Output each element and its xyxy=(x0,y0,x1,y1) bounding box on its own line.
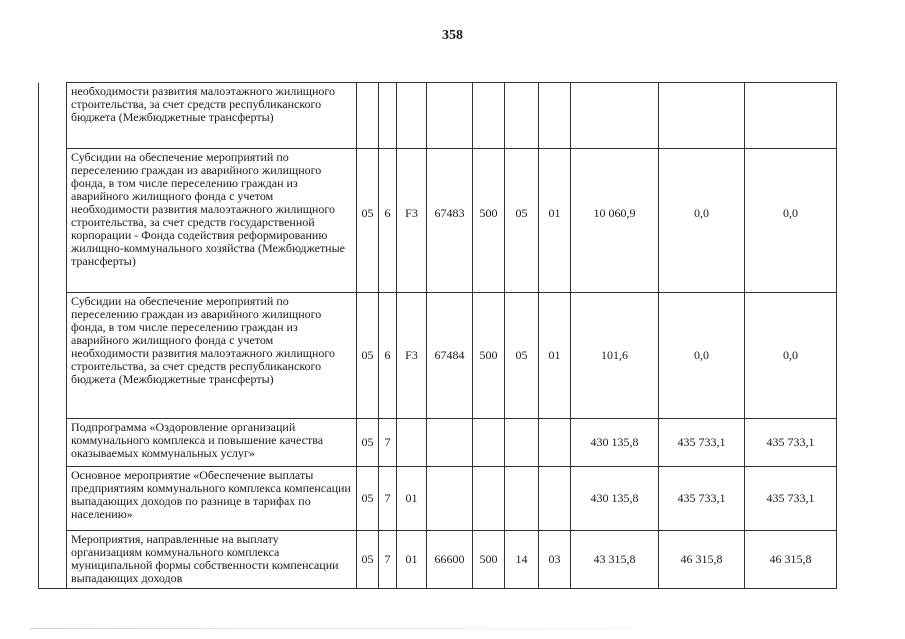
code-chapter: 05 xyxy=(505,149,539,293)
code-program: 7 xyxy=(379,467,397,531)
blank-cell xyxy=(39,149,67,293)
code-section xyxy=(357,83,379,149)
amount-year-3 xyxy=(745,83,837,149)
code-direction xyxy=(427,419,473,467)
page-number: 358 xyxy=(442,28,463,43)
code-direction: 67484 xyxy=(427,293,473,419)
code-direction xyxy=(427,83,473,149)
code-subsection: 03 xyxy=(539,531,571,589)
blank-cell xyxy=(39,83,67,149)
amount-year-1: 10 060,9 xyxy=(571,149,659,293)
amount-year-1 xyxy=(571,83,659,149)
amount-year-3: 0,0 xyxy=(745,149,837,293)
code-chapter xyxy=(505,419,539,467)
row-description: Основное мероприятие «Обеспечение выплаты предприятиям коммунального комплекса компенсации выпадающих доходов по разнице в тарифах по населению» xyxy=(67,467,357,531)
code-expense-type xyxy=(473,467,505,531)
code-subsection: 01 xyxy=(539,149,571,293)
row-description: Субсидии на обеспечение мероприятий по переселению граждан из аварийного жилищного фонда, в том числе переселению граждан из аварийного жилищного фонда с учетом необходимости развития малоэтажного жилищного строительства, за счет средств государственной корпорации - Фонда содействия реформированию жилищно-коммунального хозяйства (Межбюджетные трансферты) xyxy=(67,149,357,293)
code-section: 05 xyxy=(357,467,379,531)
code-subprogram: 01 xyxy=(397,531,427,589)
row-description: Мероприятия, направленные на выплату организациям коммунального комплекса муниципальной формы собственности компенсации выпадающих доходов xyxy=(67,531,357,589)
amount-year-1: 430 135,8 xyxy=(571,467,659,531)
amount-year-2: 435 733,1 xyxy=(659,467,745,531)
code-subprogram: F3 xyxy=(397,293,427,419)
blank-cell xyxy=(39,531,67,589)
amount-year-3: 435 733,1 xyxy=(745,467,837,531)
blank-cell xyxy=(39,467,67,531)
code-section: 05 xyxy=(357,293,379,419)
budget-table xyxy=(38,82,837,589)
code-expense-type xyxy=(473,419,505,467)
code-chapter: 14 xyxy=(505,531,539,589)
code-expense-type: 500 xyxy=(473,149,505,293)
amount-year-1: 101,6 xyxy=(571,293,659,419)
code-section: 05 xyxy=(357,419,379,467)
amount-year-2: 46 315,8 xyxy=(659,531,745,589)
code-direction xyxy=(427,467,473,531)
scan-artifact-line xyxy=(30,628,630,629)
code-chapter xyxy=(505,83,539,149)
amount-year-2 xyxy=(659,83,745,149)
code-expense-type: 500 xyxy=(473,293,505,419)
code-subprogram: 01 xyxy=(397,467,427,531)
code-expense-type xyxy=(473,83,505,149)
amount-year-3: 46 315,8 xyxy=(745,531,837,589)
code-program: 6 xyxy=(379,149,397,293)
code-subsection: 01 xyxy=(539,293,571,419)
amount-year-3: 0,0 xyxy=(745,293,837,419)
code-subsection xyxy=(539,467,571,531)
code-program: 7 xyxy=(379,531,397,589)
code-subprogram xyxy=(397,83,427,149)
code-section: 05 xyxy=(357,531,379,589)
amount-year-2: 0,0 xyxy=(659,149,745,293)
code-program xyxy=(379,83,397,149)
code-direction: 66600 xyxy=(427,531,473,589)
code-subsection xyxy=(539,83,571,149)
code-chapter: 05 xyxy=(505,293,539,419)
amount-year-3: 435 733,1 xyxy=(745,419,837,467)
row-description: Субсидии на обеспечение мероприятий по переселению граждан из аварийного жилищного фонда, в том числе переселению граждан из аварийного жилищного фонда с учетом необходимости развития малоэтажного жилищного строительства, за счет средств республиканского бюджета (Межбюджетные трансферты) xyxy=(67,293,357,419)
code-expense-type: 500 xyxy=(473,531,505,589)
amount-year-2: 435 733,1 xyxy=(659,419,745,467)
row-description: Подпрограмма «Оздоровление организаций коммунального комплекса и повышение качества оказываемых коммунальных услуг» xyxy=(67,419,357,467)
amount-year-1: 430 135,8 xyxy=(571,419,659,467)
table-row xyxy=(39,467,837,531)
code-chapter xyxy=(505,467,539,531)
amount-year-2: 0,0 xyxy=(659,293,745,419)
code-subsection xyxy=(539,419,571,467)
code-direction: 67483 xyxy=(427,149,473,293)
row-description: необходимости развития малоэтажного жилищного строительства, за счет средств республиканского бюджета (Межбюджетные трансферты) xyxy=(67,83,357,149)
table-row xyxy=(39,83,837,149)
blank-cell xyxy=(39,293,67,419)
blank-cell xyxy=(39,419,67,467)
code-subprogram xyxy=(397,419,427,467)
code-program: 7 xyxy=(379,419,397,467)
table-row xyxy=(39,531,837,589)
code-subprogram: F3 xyxy=(397,149,427,293)
code-section: 05 xyxy=(357,149,379,293)
code-program: 6 xyxy=(379,293,397,419)
table-row xyxy=(39,149,837,293)
amount-year-1: 43 315,8 xyxy=(571,531,659,589)
table-row xyxy=(39,293,837,419)
table-row xyxy=(39,419,837,467)
